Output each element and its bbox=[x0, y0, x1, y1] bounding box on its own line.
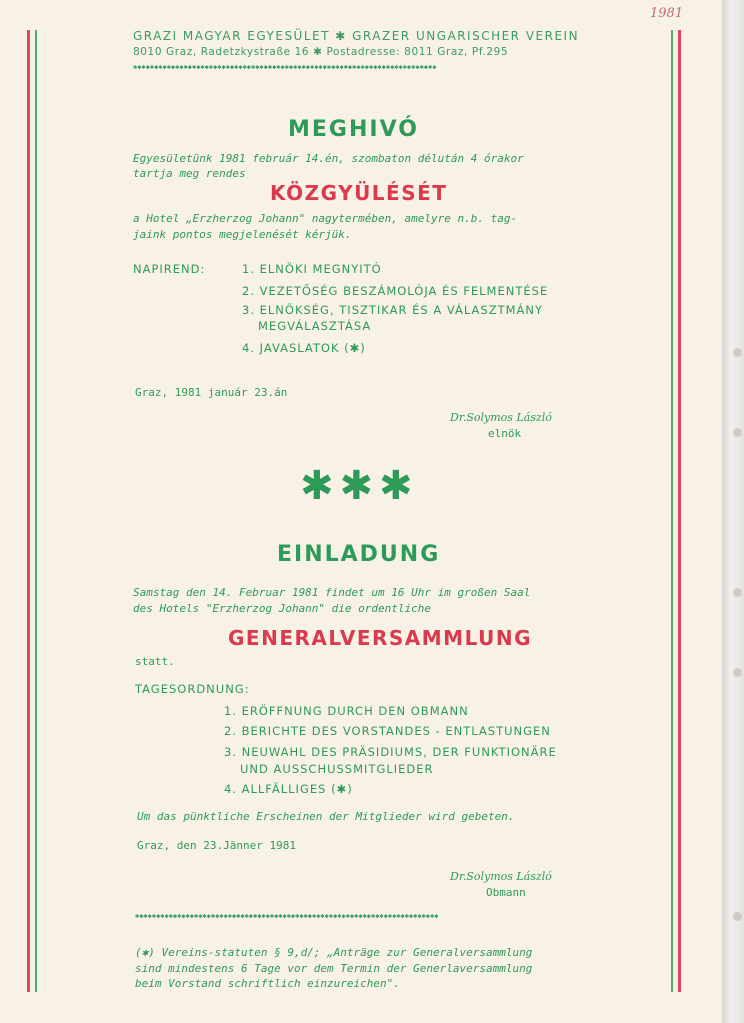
hungarian-agenda-item-4: 4. JAVASLATOK (✱) bbox=[242, 341, 366, 355]
german-signer-role: Obmann bbox=[486, 886, 526, 899]
header-line-2: 8010 Graz, Radetzkystraße 16 ✱ Postadresse: 8011 Graz, Pf.295 bbox=[133, 46, 509, 58]
hungarian-place-date: Graz, 1981 január 23.án bbox=[135, 386, 288, 399]
german-place-date: Graz, den 23.Jänner 1981 bbox=[137, 839, 296, 852]
punch-hole bbox=[733, 588, 742, 597]
german-agenda-item-3: 3. NEUWAHL DES PRÄSIDIUMS, DER FUNKTIONÄRE bbox=[224, 745, 557, 759]
german-agenda-item-2: 2. BERICHTE DES VORSTANDES - ENTLASTUNGEN bbox=[224, 724, 551, 738]
hungarian-intro-line-1: Egyesületünk 1981 február 14.én, szombaton délután 4 órakor bbox=[133, 152, 524, 165]
punch-hole bbox=[733, 912, 742, 921]
german-agenda-item-3-cont: UND AUSSCHUSSMITGLIEDER bbox=[240, 762, 434, 776]
german-agenda-item-4: 4. ALLFÄLLIGES (✱) bbox=[224, 782, 353, 796]
header-decoration: ✱◆✱◆✱◆✱◆✱◆✱◆✱◆✱◆✱◆✱◆✱◆✱◆✱◆✱◆✱◆✱◆✱◆✱◆✱◆✱◆✱◆✱◆✱◆✱◆✱◆✱◆✱◆✱◆✱◆✱◆✱◆✱◆✱◆✱◆✱◆✱◆ bbox=[133, 63, 437, 71]
hungarian-agenda-item-2: 2. VEZETŐSÉG BESZÁMOLÓJA ÉS FELMENTÉSE bbox=[242, 284, 549, 298]
right-red-border bbox=[678, 30, 681, 992]
left-red-border bbox=[27, 30, 30, 992]
german-closing: Um das pünktliche Erscheinen der Mitglieder wird gebeten. bbox=[137, 810, 515, 823]
german-title: EINLADUNG bbox=[277, 542, 441, 567]
hungarian-agenda-item-1: 1. ELNÖKI MEGNYITÓ bbox=[242, 262, 382, 276]
hungarian-meeting-title: KÖZGYÜLÉSÉT bbox=[270, 181, 448, 205]
binder-sleeve-edge bbox=[722, 0, 744, 1023]
german-agenda-label: TAGESORDNUNG: bbox=[135, 682, 250, 696]
german-statt: statt. bbox=[135, 655, 175, 668]
footer-decoration: ✱◆✱◆✱◆✱◆✱◆✱◆✱◆✱◆✱◆✱◆✱◆✱◆✱◆✱◆✱◆✱◆✱◆✱◆✱◆✱◆✱◆✱◆✱◆✱◆✱◆✱◆✱◆✱◆✱◆✱◆✱◆✱◆✱◆✱◆✱◆✱◆ bbox=[135, 912, 439, 920]
punch-hole bbox=[733, 428, 742, 437]
german-intro-line-2: des Hotels "Erzherzog Johann" die ordentliche bbox=[133, 602, 432, 615]
punch-hole bbox=[733, 348, 742, 357]
punch-hole bbox=[733, 668, 742, 677]
header-line-1: GRAZI MAGYAR EGYESÜLET ✱ GRAZER UNGARISCHER VEREIN bbox=[133, 29, 580, 43]
hungarian-signer-role: elnök bbox=[488, 427, 522, 440]
german-agenda-item-1: 1. ERÖFFNUNG DURCH DEN OBMANN bbox=[224, 704, 469, 718]
hungarian-title: MEGHIVÓ bbox=[288, 117, 419, 142]
footnote-line-3: beim Vorstand schriftlich einzureichen". bbox=[135, 977, 400, 990]
hungarian-intro-line-2: tartja meg rendes bbox=[133, 167, 246, 180]
left-green-border bbox=[35, 30, 37, 992]
right-green-border bbox=[671, 30, 673, 992]
footnote-line-2: sind mindestens 6 Tage vor dem Termin der Generlaversammlung bbox=[135, 962, 533, 975]
hungarian-signature: Dr.Solymos László bbox=[450, 411, 552, 424]
hungarian-venue-line-1: a Hotel „Erzherzog Johann" nagytermében, amelyre n.b. tag- bbox=[133, 212, 518, 225]
hungarian-agenda-label: NAPIREND: bbox=[133, 262, 206, 276]
german-signature: Dr.Solymos László bbox=[450, 870, 552, 883]
hungarian-agenda-item-3: 3. ELNÖKSÉG, TISZTIKAR ÉS A VÁLASZTMÁNY bbox=[242, 303, 544, 317]
hungarian-agenda-item-3-cont: MEGVÁLASZTÁSA bbox=[258, 319, 372, 333]
german-meeting-title: GENERALVERSAMMLUNG bbox=[228, 626, 533, 650]
footnote-line-1: (✱) Vereins-statuten § 9,d/; „Anträge zur Generalversammlung bbox=[135, 946, 533, 959]
section-separator: ✱✱✱ bbox=[300, 463, 419, 509]
pencil-note: 1981 bbox=[650, 6, 684, 21]
hungarian-venue-line-2: jaink pontos megjelenését kérjük. bbox=[133, 228, 352, 241]
german-intro-line-1: Samstag den 14. Februar 1981 findet um 16 Uhr im großen Saal bbox=[133, 586, 531, 599]
